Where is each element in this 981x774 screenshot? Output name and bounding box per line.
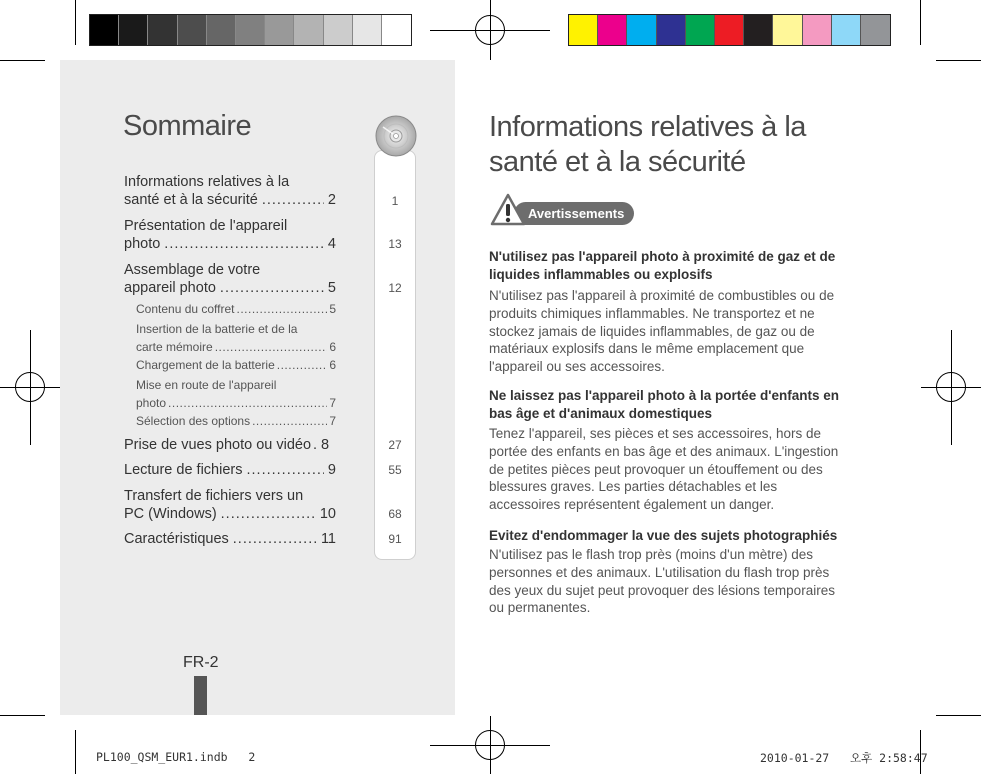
color-swatch [773, 15, 802, 45]
section-number: 91 [388, 532, 402, 546]
color-swatch [744, 15, 773, 45]
toc-subentry[interactable]: Sélection des options ..... 7 [136, 412, 336, 430]
toc-subentry[interactable]: Contenu du coffret ..... 5 [136, 300, 336, 318]
crop-mark [936, 60, 981, 61]
print-slug-date: 2010-01-27 오후 2:58:47 [760, 751, 928, 765]
toc-entry[interactable]: Informations relatives à la santé et à la sécurité ..... 2 [124, 173, 336, 209]
gray-swatch [236, 15, 265, 45]
color-swatch [861, 15, 890, 45]
page-title: Sommaire [123, 110, 252, 142]
page-number: FR-2 [183, 654, 219, 671]
color-swatch [627, 15, 656, 45]
gray-swatch [90, 15, 119, 45]
section-number: 55 [388, 463, 402, 477]
section-number: 1 [391, 194, 399, 208]
color-swatch [569, 15, 598, 45]
crop-mark [0, 715, 45, 716]
color-swatch [715, 15, 744, 45]
section-body: N'utilisez pas l'appareil à proximité de combustibles ou de produits chimiques inflammables. Ne transportez et ne stockez jamais de liquides inflammables, de gaz ou de matériaux explosifs dans le même emplacement que l'appareil ou ses accessoires. [489, 288, 835, 375]
warning-triangle-icon [490, 193, 526, 227]
print-slug-filename: PL100_QSM_EUR1.indb 2 [96, 750, 256, 764]
warning-label: Avertissements [514, 202, 634, 225]
color-swatch [598, 15, 627, 45]
section-heading: N'utilisez pas l'appareil photo à proximité de gaz et de liquides inflammables ou explosifs [489, 249, 836, 282]
gray-swatch [119, 15, 148, 45]
toc-subentry[interactable]: Insertion de la batterie et de la carte mémoire ..... 6 [136, 320, 336, 356]
gray-swatch [353, 15, 382, 45]
section-number: 27 [388, 438, 402, 452]
gray-swatch [382, 15, 411, 45]
section-number: 13 [388, 237, 402, 251]
toc-entry[interactable]: Lecture de fichiers ..... 9 [124, 461, 336, 479]
page-tab-marker [194, 676, 207, 715]
gray-swatch [178, 15, 207, 45]
section-body: Tenez l'appareil, ses pièces et ses accessoires, hors de portée des enfants en bas âge et des animaux. L'ingestion de petites pièces peut provoquer un étouffement ou des blessures graves. Les parties détachables et les accessoires représentent également un danger. [489, 426, 839, 513]
crop-mark [936, 715, 981, 716]
crop-mark [920, 0, 921, 45]
toc-subentry[interactable]: Mise en route de l'appareil photo ..... 7 [136, 376, 336, 412]
gray-swatch [294, 15, 323, 45]
crop-mark [75, 730, 76, 774]
toc-entry[interactable]: Assemblage de votre appareil photo ..... 5 [124, 261, 336, 297]
section-number: 68 [388, 507, 402, 521]
section-body: N'utilisez pas le flash trop près (moins d'un mètre) des personnes et des animaux. L'utilisation du flash trop près des yeux du sujet peut provoquer des lésions temporaires ou permanentes. [489, 547, 835, 616]
toc-entry[interactable]: Caractéristiques ..... 11 [124, 530, 336, 548]
crop-mark [0, 60, 45, 61]
section-heading: Evitez d'endommager la vue des sujets photographiés [489, 528, 838, 543]
toc-entry[interactable]: Transfert de fichiers vers un PC (Windows) ..... 10 [124, 487, 336, 523]
section-number-strip [374, 150, 416, 560]
toc-entry[interactable]: Présentation de l'appareil photo ..... 4 [124, 217, 336, 253]
crop-mark [75, 0, 76, 45]
gray-swatch [207, 15, 236, 45]
section-title: Informations relatives à la santé et à la sécurité [489, 111, 806, 178]
grayscale-calibration-bar [89, 14, 412, 46]
toc-entry[interactable]: Prise de vues photo ou vidéo ..... 8 [124, 436, 336, 454]
color-swatch [832, 15, 861, 45]
gray-swatch [265, 15, 294, 45]
color-swatch [803, 15, 832, 45]
toc-subentry[interactable]: Chargement de la batterie ..... 6 [136, 356, 336, 374]
section-number: 12 [388, 281, 402, 295]
section-heading: Ne laissez pas l'appareil photo à la portée d'enfants en bas âge et d'animaux domestiques [489, 388, 840, 421]
gray-swatch [148, 15, 177, 45]
color-calibration-bar [568, 14, 891, 46]
gray-swatch [324, 15, 353, 45]
color-swatch [686, 15, 715, 45]
cd-disc-icon [375, 115, 417, 157]
color-swatch [657, 15, 686, 45]
